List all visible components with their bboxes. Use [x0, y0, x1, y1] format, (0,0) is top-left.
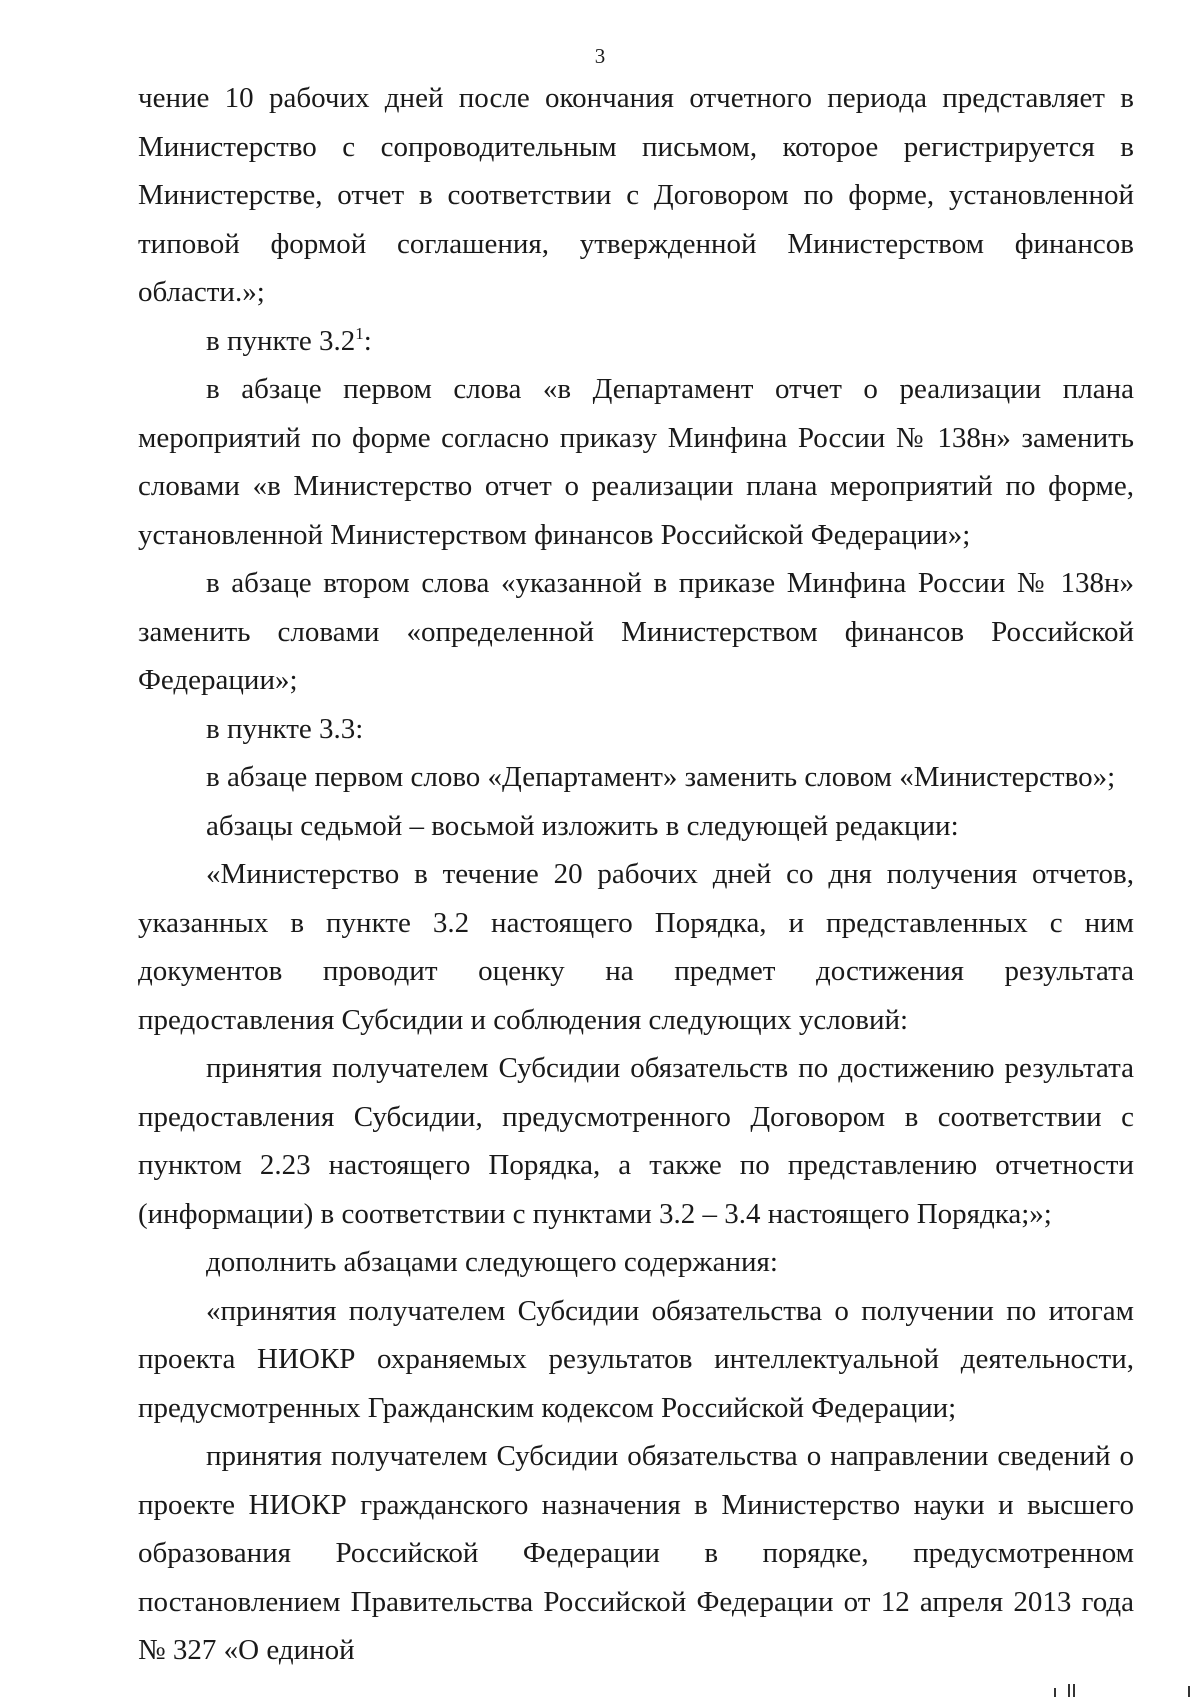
paragraph-text: в пункте 3.2 [206, 324, 356, 357]
paragraph-ministry-evaluation: «Министерство в течение 20 рабочих дней со дня получения отчетов, указанных в пункте 3.2 настоящего Порядка, и представленных с ним документов проводит оценку на предмет достижения результата предоставления Субсидии и соблюдения следующих условий: [138, 858, 1134, 1036]
paragraph-continuation: чение 10 рабочих дней после окончания отчетного периода представляет в Министерство с сопроводительным письмом, которое регистрируется в Министерстве, отчет в соответствии с Договором по форме, установленной типовой формой соглашения, утвержденной Министерством финансов области.»; [138, 82, 1134, 308]
paragraph-second-abzac: в абзаце втором слова «указанной в приказе Минфина России № 138н» заменить словами «определенной Министерством финансов Российской Федерации»; [138, 567, 1134, 696]
paragraph-niokr-results: «принятия получателем Субсидии обязательства о получении по итогам проекта НИОКР охраняемых результатов интеллектуальной деятельности, предусмотренных Гражданским кодексом Российской Федерации; [138, 1294, 1134, 1424]
scan-edge-marks [1054, 1682, 1200, 1697]
page-number: 3 [594, 44, 606, 68]
superscript-index: 1 [355, 323, 364, 343]
paragraph-point-3-3: в пункте 3.3: [206, 712, 364, 745]
paragraph-suffix: : [363, 324, 372, 357]
paragraph-abzacy-7-8: абзацы седьмой – восьмой изложить в следующей редакции: [206, 809, 959, 842]
paragraph-obligations-result: принятия получателем Субсидии обязательств по достижению результата предоставления Субсидии, предусмотренного Договором в соответствии с пунктом 2.23 настоящего Порядка, а также по представлению отчетности (информации) в соответствии с пунктами 3.2 – 3.4 настоящего Порядка;»; [138, 1052, 1134, 1230]
paragraph-first-abzac: в абзаце первом слова «в Департамент отчет о реализации плана мероприятий по форме согласно приказу Минфина России № 138н» заменить словами «в Министерство отчет о реализации плана мероприятий по форме, установленной Министерством финансов Российской Федерации»; [138, 373, 1134, 551]
paragraph-replace-word: в абзаце первом слово «Департамент» заменить словом «Министерство»; [206, 761, 1116, 793]
paragraph-point-3-2-1 [138, 317, 1134, 366]
paragraph-niokr-information: принятия получателем Субсидии обязательства о направлении сведений о проекте НИОКР гражданского назначения в Министерство науки и высшего образования Российской Федерации в порядке, предусмотренном постановлением Правительства Российской Федерации от 12 апреля 2013 года № 327 «О единой [138, 1440, 1134, 1666]
document-body [138, 74, 1134, 1675]
paragraph-supplement: дополнить абзацами следующего содержания: [206, 1246, 778, 1278]
